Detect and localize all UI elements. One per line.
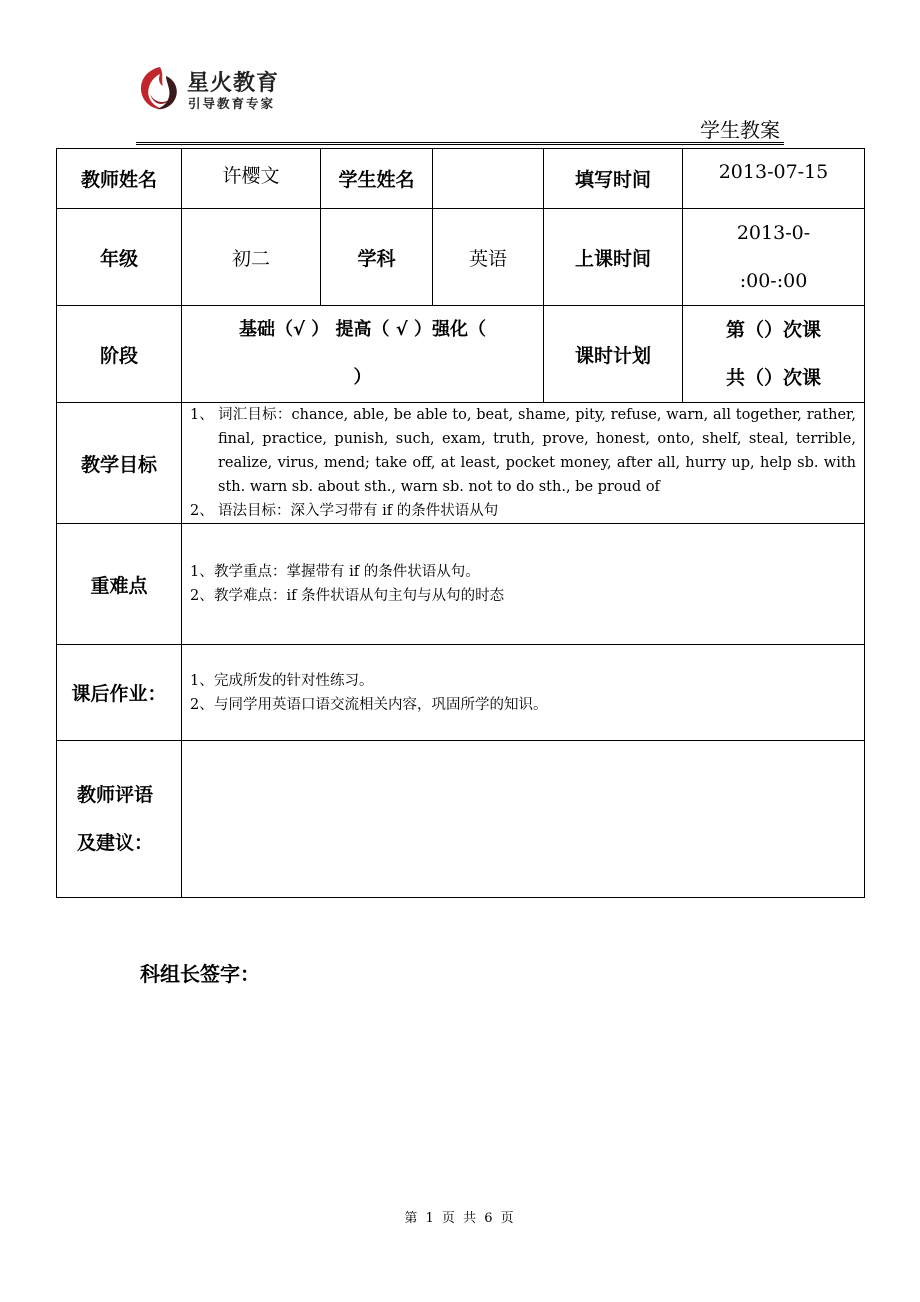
key-points-label: 重难点 [57,524,182,645]
class-time-hours: :00-:00 [739,270,808,292]
header-rule-secondary [136,144,784,145]
grade-label: 年级 [57,209,182,306]
teaching-goals-label: 教学目标 [57,403,182,524]
teaching-goals-list [182,403,865,524]
list-item [190,693,856,717]
list-item-text: 教学难点：if 条件状语从句主句与从句的时态 [214,588,505,604]
list-item [190,669,856,693]
logo-name: 星火教育 [187,71,280,96]
header-rule [136,142,784,143]
table-row [57,149,865,209]
hours-plan-value [683,306,865,403]
student-name-label: 学生姓名 [321,149,433,209]
list-item [190,403,856,499]
document-type: 学生教案 [700,118,780,142]
table-row [57,209,865,306]
group-leader-signature-label: 科组长签字： [140,962,260,986]
table-row [57,645,865,741]
list-item-number: 1、 [190,407,214,423]
list-item-text: 语法目标：深入学习带有 if 的条件状语从句 [218,503,499,519]
homework-list [182,645,865,741]
list-item-text: 与同学用英语口语交流相关内容，巩固所学的知识。 [214,696,548,713]
table-row [57,403,865,524]
fill-time-label: 填写时间 [544,149,683,209]
list-item-text: 词汇目标：chance, able, be able to, beat, shame, pity, refuse, warn, all together, rather, final, practice, punish, such, exam, truth, prove, honest, onto, shelf, steal, terrible, realize, virus, mend; take off, at least, pocket money, after all, hurry up, help sb. with sth. warn sb. about sth., warn sb. not to do sth., be proud of [218,407,856,495]
stage-levels: 基础（√ ） 提高（ √ ）强化（ [238,319,487,340]
class-time-label: 上课时间 [544,209,683,306]
teacher-name-value: 许樱文 [182,149,321,209]
table-row [57,306,865,403]
subject-label: 学科 [321,209,433,306]
list-item-number: 1、 [190,672,214,689]
list-item-text: 教学重点：掌握带有 if 的条件状语从句。 [214,564,480,580]
teacher-comments-label [57,741,182,898]
lesson-plan-table [56,148,865,898]
list-item [190,499,856,523]
stage-label: 阶段 [57,306,182,403]
subject-value: 英语 [433,209,544,306]
company-logo [136,62,296,118]
list-item [190,584,856,608]
homework-label: 课后作业： [57,645,182,741]
page-number: 第 1 页 共 6 页 [404,1211,516,1226]
teacher-comments-value [182,741,865,898]
teacher-name-label: 教师姓名 [57,149,182,209]
fill-time-value: 2013-07-15 [683,149,865,209]
teacher-comments-label-line1: 教师评语 [77,784,154,806]
key-points-list [182,524,865,645]
class-time-value [683,209,865,306]
table-row [57,741,865,898]
list-item-number: 2、 [190,588,214,604]
hours-plan-current: 第（）次课 [725,319,821,341]
table-row [57,524,865,645]
list-item-text: 完成所发的针对性练习。 [214,672,374,689]
list-item-number: 2、 [190,696,214,713]
list-item [190,560,856,584]
class-time-date: 2013-0- [736,222,811,244]
hours-plan-label: 课时计划 [544,306,683,403]
student-name-value [433,149,544,209]
list-item-number: 1、 [190,564,214,580]
logo-slogan: 引导教育专家 [188,96,276,111]
teacher-comments-label-line2: 及建议： [77,832,154,854]
list-item-number: 2、 [190,503,214,519]
flame-swirl-icon [136,64,184,112]
hours-plan-total: 共（）次课 [725,367,821,389]
stage-levels-end: ） [353,367,372,388]
stage-value [182,306,544,403]
grade-value: 初二 [182,209,321,306]
